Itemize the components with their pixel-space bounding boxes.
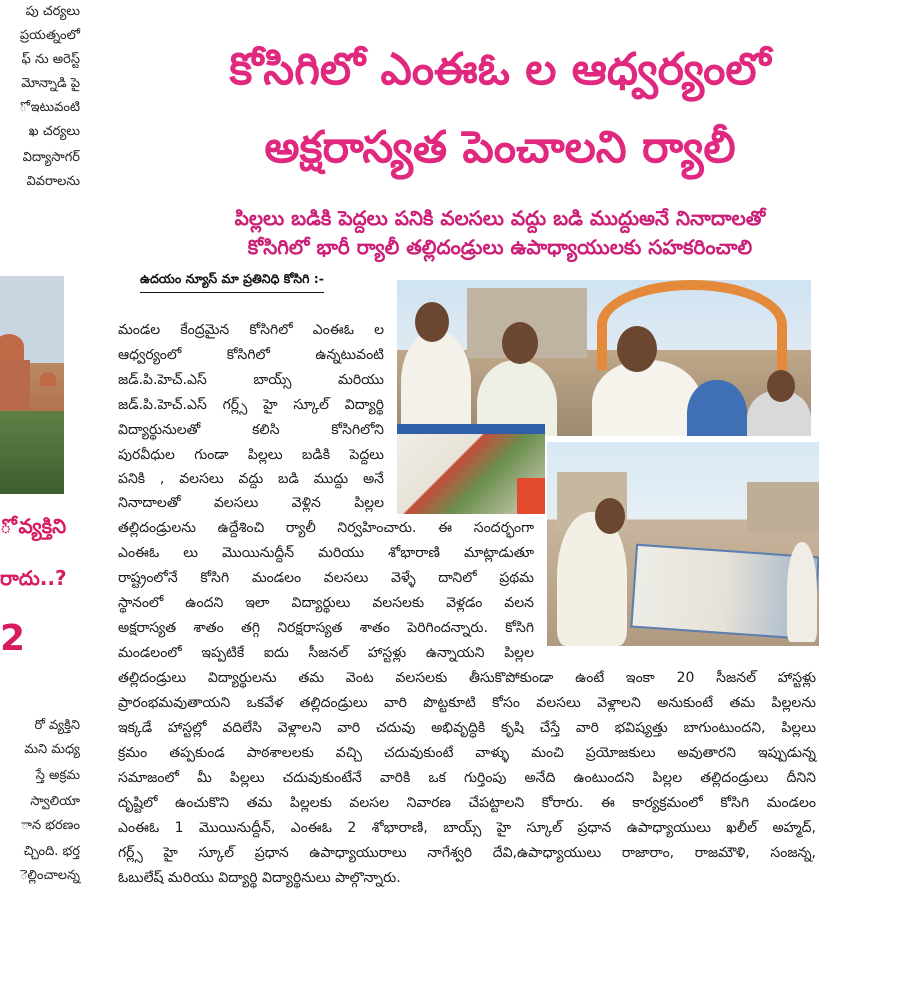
adjacent-line: రో వ్యక్తిని [34,718,80,733]
body-line: గర్ల్స్ హై స్కూల్ ప్రధాన ఉపాధ్యాయురాలు నాగేశ్వరి దేవి,ఉపాధ్యాయులు రాజారాం, రాజమౌళి, సంజన్న, [118,845,816,861]
body-line: ఓబులేష్ మరియు విద్యార్థి విద్యార్థినులు పాల్గొన్నారు. [118,870,401,886]
adjacent-line: విద్యాసాగర్ [22,150,80,165]
body-line: జడ్.పి.హెచ్.ఎస్ బాయ్స్ మరియు [118,372,384,388]
body-line: మండలంలో ఇప్పటికే ఐదు సీజనల్ హాస్టళ్లు ఉన్నాయని పిల్లల [118,645,534,661]
building-shape [0,360,30,410]
body-line: దృష్టిలో ఉంచుకొని తమ పిల్లలకు వలసల నివారణ చేపట్టాలని కోరారు. ఈ కార్యక్రమంలో కోసిగి మండలం [118,795,816,811]
adjacent-line: ెల్లించాలన్న [19,868,80,883]
headline-line-2: అక్షరాస్యత పెంచాలని ర్యాలీ [264,122,736,173]
body-line: పనికి , వలసలు వద్దు బడి ముద్దు అనే [118,471,384,487]
body-line: ఎంఈఓ 1 మొయినుద్దీన్, ఎంఈఓ 2 శోభారాణి, బాయ్స్ హై స్కూల్ ప్రధాన ఉపాధ్యాయులు ఖలీల్ అహ్మద్, [118,820,816,836]
body-line: పురవీధుల గుండా పిల్లలు బడికి పెద్దలు [118,447,384,463]
adjacent-line: ప్రయత్నంలో [19,28,80,43]
adjacent-line: ఫ్ ను అరెస్ట్ [21,52,80,67]
banner-stripe [397,424,545,434]
subheadline-line-1: పిల్లలు బడికి పెద్దలు పనికి వలసలు వద్దు బడి ముద్దుఅనే నినాదాలతో [234,206,766,230]
body-line: తల్లిదండ్రులు విద్యార్థులను తమ వెంట వలసలకు తీసుకొపోకుండా ఉంటే ఇంకా 20 సీజనల్ హాస్టళ్లు [118,670,816,686]
body-line: నినాదాలతో వలసలు వెళ్లిన పిల్లల [118,495,384,511]
rally-photo-1 [397,280,811,436]
subheadline-line-2: కోసిగిలో భారీ ర్యాలీ తల్లిదండ్రులు ఉపాధ్యాయులకు సహకరించాలి [247,235,753,259]
rally-banner-fragment [397,424,545,514]
body-line: క్రమం తప్పకుండ పాఠశాలలకు వచ్చి చదువుకుంటే వాళ్ళు మంచి ప్రయోజకులు అవుతారని ఇప్పుడున్న [118,745,816,761]
adjacent-photo-building [0,276,64,494]
body-line: ఇక్కడే హాస్టల్లో వదిలేసి వెళ్లాలని వారి చదువు అభివృద్ధికి కృషి చేస్తే వారి భవిష్యత్తు బాగుంటుందని, పిల్లలు [118,720,816,736]
person-figure [787,542,817,642]
dome-shape [40,372,56,386]
adjacent-line: స్తే అక్రమ [35,768,80,783]
person-figure [592,360,702,436]
adjacent-line: ో ఇటువంటి [18,100,80,115]
adjacent-line: ఖ చర్యలు [28,124,80,139]
adjacent-line: చ్చింది. భర్త [23,844,80,859]
adjacent-line: పు చర్యలు [25,4,80,19]
adjacent-line: ాన భరణం [21,818,80,833]
person-head [617,326,657,372]
rally-photo-2 [545,440,819,646]
body-line: ప్రారంభమవుతాయని ఒకవేళ తల్లిదండ్రులు వారి పొట్టకూటి కోసం వలసలు వెళ్లాలని అనుకుంటే తమ పిల్లలను [118,695,816,711]
person-head [595,498,625,534]
adjacent-line: మోన్నాడి పై [21,76,80,91]
adjacent-column [0,0,84,996]
building-shape [747,482,819,532]
person-head [415,302,449,342]
person-head [502,322,538,364]
body-line: విద్యార్థునులతో కలిసి కోసిగిలోని [118,422,384,438]
adjacent-headline: ో వ్యక్తిని [0,514,67,538]
adjacent-headline: రాదు..? [0,566,67,590]
body-line: స్థానంలో ఉందని ఇలా విద్యార్థులు వలసలకు వెళ్లడం వలన [118,595,534,611]
banner-stripe [517,478,545,514]
byline: ఉదయం న్యూస్ మా ప్రతినిధి కోసిగి :- [140,271,324,293]
body-line: సమాజంలో మీ పిల్లలు చదువుకుంటేనే వారికి ఒక గుర్తింపు అనేది ఉంటుందని పిల్లల తల్లిదండ్రులు దీనిని [118,770,816,786]
person-figure [687,380,747,436]
adjacent-line: మని మధ్య [24,742,80,757]
adjacent-headline: 2 [0,618,26,659]
body-line: మండల కేంద్రమైన కోసిగిలో ఎంఈఓ ల [118,322,384,338]
body-line: అక్షరాస్యత శాతం తగ్గి నిరక్షరాస్యత శాతం పెరిగిందన్నారు. కోసిగి [118,620,534,636]
adjacent-line: వివరాలను [26,174,80,189]
body-line: తల్లిదండ్రులను ఉద్దేశించి ర్యాలీ నిర్వహించారు. ఈ సందర్భంగా [118,520,534,536]
body-line: రాష్ట్రంలోనే కోసిగి మండలం వలసలు వెళ్ళే దానిలో ప్రథమ [118,570,534,586]
headline-line-1: కోసిగిలో ఎంఈఓ ల ఆధ్వర్యంలో [229,44,771,95]
dome-shape [0,334,24,360]
body-line: ఎంఈఓ లు మొయినుద్దీన్ మరియు శోభారాణి మాట్లాడుతూ [118,545,534,561]
adjacent-line: స్వాలియా [30,794,80,809]
person-head [767,370,795,402]
body-line: జడ్.పి.హెచ్.ఎస్ గర్ల్స్ హై స్కూల్ విద్యార్థి [118,397,384,413]
person-figure [401,330,471,436]
body-line: ఆధ్వర్యంలో కోసిగిలో ఉన్నటువంటి [118,347,384,363]
